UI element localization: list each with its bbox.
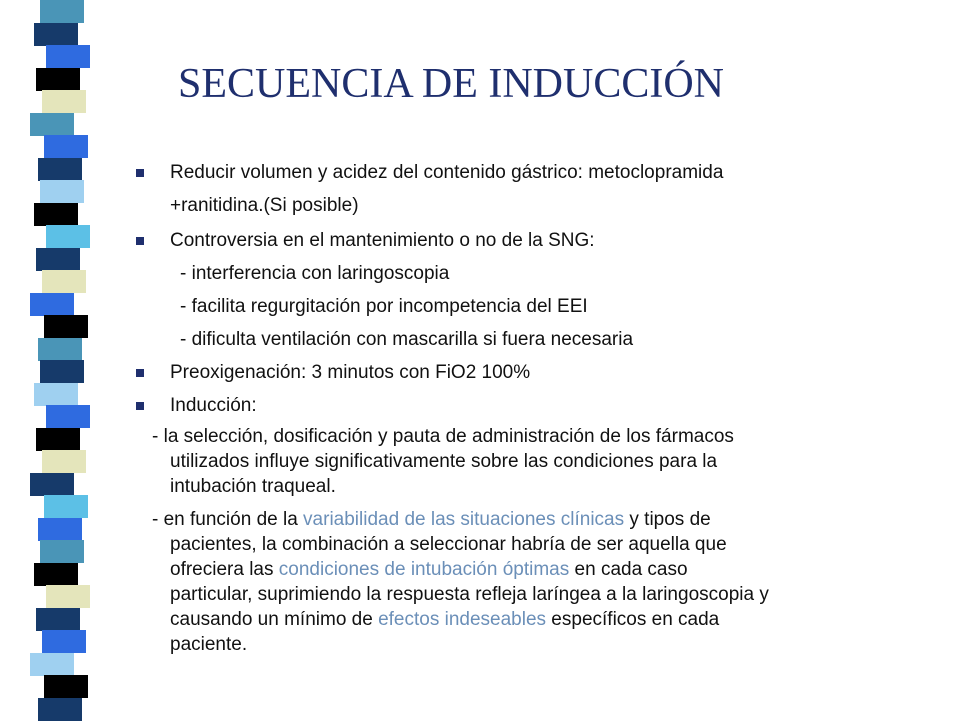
- highlight-text: efectos indeseables: [378, 609, 547, 630]
- square-bullet-icon: [136, 237, 144, 245]
- decorative-stripe: [0, 0, 110, 720]
- stripe-segment: [46, 225, 90, 248]
- stripe-segment: [42, 450, 86, 473]
- stripe-segment: [44, 495, 88, 518]
- stripe-segment: [44, 135, 88, 158]
- stripe-segment: [38, 158, 82, 181]
- stripe-segment: [46, 585, 90, 608]
- paragraph: - en función de la variabilidad de las situaciones clínicas y tipos de pacientes, la combinación a seleccionar habría de ser aquella que ofreciera las condiciones de intubación óptimas en cada caso particular, suprimiendo la respuesta refleja laríngea a la laringoscopia y causando un mínimo de efectos indeseables específicos en cada paciente.: [152, 509, 769, 655]
- stripe-segment: [46, 405, 90, 428]
- stripe-segment: [38, 518, 82, 541]
- sub-item: - interferencia con laringoscopia: [180, 263, 450, 284]
- stripe-segment: [34, 383, 78, 406]
- stripe-segment: [42, 90, 86, 113]
- stripe-segment: [30, 113, 74, 136]
- highlight-text: variabilidad de las situaciones clínicas: [303, 509, 625, 530]
- stripe-segment: [34, 23, 78, 46]
- stripe-segment: [36, 248, 80, 271]
- stripe-segment: [40, 540, 84, 563]
- stripe-segment: [36, 68, 80, 91]
- bullet-item: Inducción:: [136, 393, 936, 418]
- slide-title: SECUENCIA DE INDUCCIÓN: [178, 61, 724, 107]
- stripe-segment: [40, 0, 84, 23]
- stripe-segment: [36, 608, 80, 631]
- stripe-segment: [46, 45, 90, 68]
- sub-item: - dificulta ventilación con mascarilla si fuera necesaria: [180, 329, 634, 350]
- highlight-text: condiciones de intubación óptimas: [278, 559, 570, 580]
- bullet-item: Reducir volumen y acidez del contenido gástrico: metoclopramida +ranitidina.(Si posible): [136, 160, 936, 218]
- stripe-segment: [38, 698, 82, 721]
- stripe-segment: [44, 675, 88, 698]
- bullet-item: Controversia en el mantenimiento o no de la SNG:: [136, 228, 936, 253]
- square-bullet-icon: [136, 169, 144, 177]
- stripe-segment: [42, 270, 86, 293]
- slide-content: [136, 160, 936, 657]
- square-bullet-icon: [136, 402, 144, 410]
- sub-item: - facilita regurgitación por incompetencia del EEI: [180, 296, 588, 317]
- bullet-item: Preoxigenación: 3 minutos con FiO2 100%: [136, 360, 936, 385]
- stripe-segment: [36, 428, 80, 451]
- stripe-segment: [38, 338, 82, 361]
- stripe-segment: [40, 180, 84, 203]
- stripe-segment: [40, 360, 84, 383]
- stripe-segment: [44, 315, 88, 338]
- stripe-segment: [30, 293, 74, 316]
- stripe-segment: [42, 630, 86, 653]
- paragraph: - la selección, dosificación y pauta de administración de los fármacos utilizados influye significativamente sobre las condiciones para la intubación traqueal.: [152, 426, 734, 497]
- stripe-segment: [30, 653, 74, 676]
- stripe-segment: [30, 473, 74, 496]
- square-bullet-icon: [136, 369, 144, 377]
- stripe-segment: [34, 203, 78, 226]
- stripe-segment: [34, 563, 78, 586]
